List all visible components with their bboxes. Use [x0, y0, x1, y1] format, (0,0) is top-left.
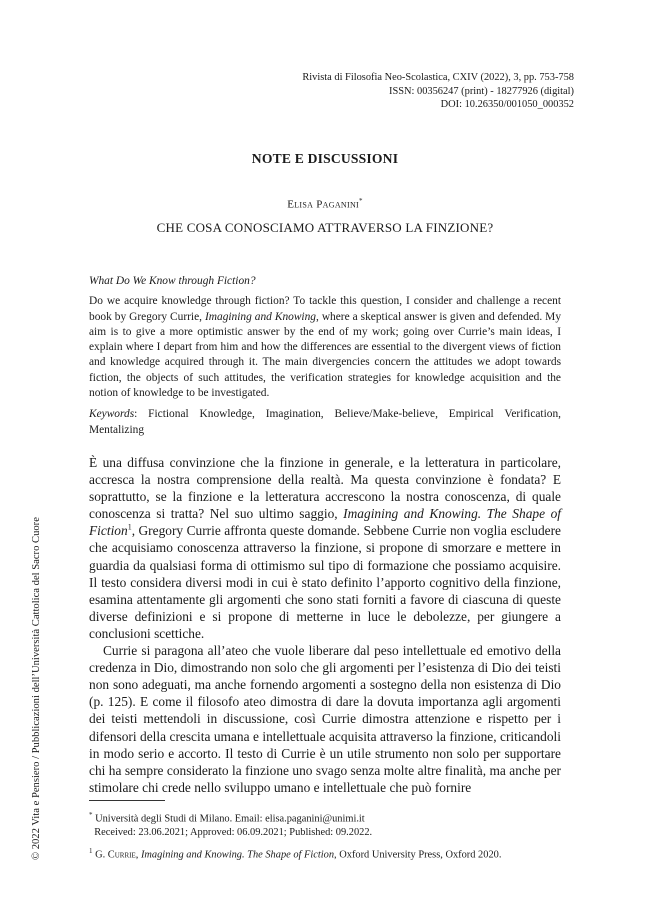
- footnote-author: G. Currie: [95, 849, 136, 861]
- abstract-book-title: Imagining and Knowing: [204, 310, 316, 323]
- footnote-ref[interactable]: 1: [127, 522, 132, 532]
- footnotes: [89, 809, 569, 862]
- keywords-list: : Fictional Knowledge, Imagination, Believe/Make-believe, Empirical Verification, Mentalizing: [89, 408, 561, 436]
- received-dates: Received: 23.06.2021; Approved: 06.09.2021; Published: 09.2022.: [94, 826, 373, 838]
- section-title: NOTE E DISCUSSIONI: [251, 151, 399, 166]
- article-title: CHE COSA CONOSCIAMO ATTRAVERSO LA FINZIONE?: [156, 220, 494, 235]
- abstract-text-part: , where a skeptical answer is given and defended. My aim is to give a more optimistic answer by the end of my work; going over Currie’s main ideas, I explain where I depart from him and how the differences are essential to the divergent views of fiction and knowledge acquired through it. The main divergencies concern the attitudes we adopt towards fiction, the objects of such attitudes, the verification strategies for knowledge acquisition and the notion of knowledge to be investigated.: [89, 310, 562, 400]
- footnote-mark: 1: [89, 847, 93, 856]
- keywords: [89, 407, 561, 438]
- english-title: What Do We Know through Fiction?: [89, 275, 256, 287]
- doi-line: DOI: 10.26350/001050_000352: [440, 99, 574, 110]
- footnote-book-title: Imagining and Knowing. The Shape of Fiction: [140, 849, 335, 861]
- issn-line: ISSN: 00356247 (print) - 18277926 (digital): [389, 85, 574, 97]
- footnote-1: $^1$ G. Currie, Imagining and Knowing. The Shape of Fiction, Oxford University Press, Oxford 2020.: [89, 847, 502, 861]
- affiliation-email: Università degli Studi di Milano. Email: elisa.paganini@unimi.it: [95, 813, 365, 825]
- abstract-text: [89, 294, 561, 401]
- paragraph-text: È una diffusa convinzione che la finzione in generale, e la letteratura in particolare, accresca la nostra comprensione della realtà. Ma questa convinzione è fondata? E soprattutto, se la finzione e la letteratura accrescono la nostra conoscenza, di quale conoscenza si tratta? Nel suo ultimo saggio,: [89, 455, 561, 522]
- journal-header: [214, 71, 574, 112]
- journal-citation: Rivista di Filosofia Neo-Scolastica, CXIV (2022), 3, pp. 753-758: [302, 72, 574, 83]
- footnote-publisher: , Oxford University Press, Oxford 2020.: [334, 849, 502, 861]
- body-book-title: Imagining and Knowing. The Shape of Fiction: [89, 506, 561, 539]
- footnote-rule: [89, 800, 165, 801]
- keywords-label: Keywords: [89, 408, 135, 421]
- author-footnote-mark: *: [358, 197, 363, 205]
- paragraph-text: , Gregory Currie affronta queste domande. Sebbene Currie non voglia escludere che acquisiamo conoscenza attraverso la finzione, si propone di smorzare e mettere in guardia da qualsiasi forma di ottimismo sul tipo di formazione che possiamo acquisire. Il testo considera diversi modi in cui è stato definito l’apporto cognitivo della finzione, esamina attentamente gli argomenti che sono stati forniti a favore di ciascuna di queste diverse definizioni e si propone di metterne in luce le debolezze, per giungere a conclusioni scettiche.: [89, 523, 561, 641]
- body-text: [89, 454, 561, 796]
- footnote-mark: *: [89, 811, 93, 819]
- abstract-text-part: Do we acquire knowledge through fiction? To tackle this question, I consider and challenge a recent book by Gregory Currie,: [89, 295, 561, 323]
- author-line: [0, 197, 650, 211]
- footnote-affiliation: [89, 809, 569, 839]
- paragraph-1: [89, 454, 561, 642]
- paragraph-2: Currie si paragona all’ateo che vuole liberare dal peso intellettuale ed emotivo della credenza in Dio, dimostrando non solo che gli argomenti per l’esistenza di Dio dei teisti non sono adeguati, ma anche fornendo argomenti a sostegno della non esistenza di Dio (p. 125). E come il filosofo ateo dimostra di dare la dovuta importanza agli argomenti dei teisti mettendoli in discussione, così Currie dimostra attenzione e rispetto per i difensori della crescita umana e intellettuale acquisita attraverso la finzione, criticandoli in modo serio e accorto. Il testo di Currie è un utile strumento non solo per supportare chi ha sempre considerato la finzione uno svago senza molte altre finalità, ma anche per stimolare chi crede nello sviluppo umano e intellettuale che può fornire: [89, 643, 561, 795]
- abstract: [89, 274, 561, 438]
- author-name: Elisa Paganini: [287, 198, 359, 211]
- side-copyright: © 2022 Vita e Pensiero / Pubblicazioni dell’Università Cattolica del Sacro Cuore: [31, 517, 42, 860]
